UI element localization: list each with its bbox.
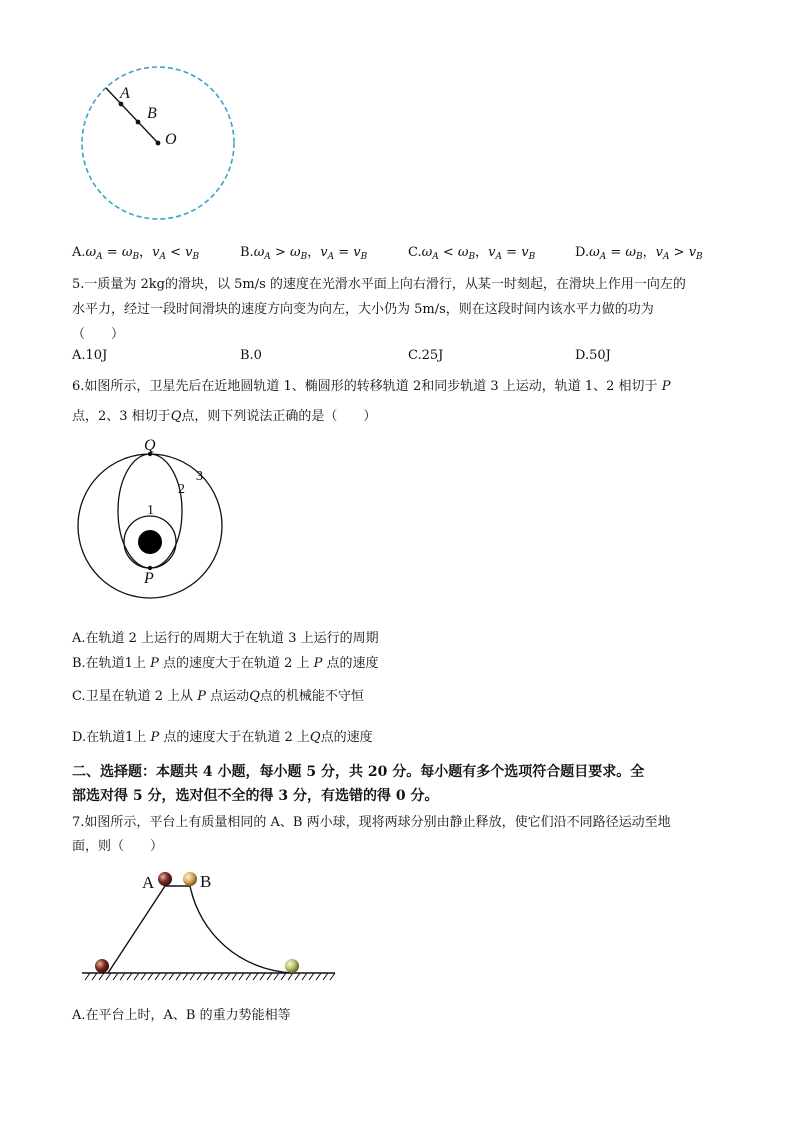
q5-option-a: A.10J	[72, 348, 108, 363]
q6-option-b: B.在轨道1上 P 点的速度大于在轨道 2 上 P 点的速度	[72, 656, 379, 671]
q6-option-c: C.卫星在轨道 2 上从 P 点运动Q点的机械能不守恒	[72, 689, 364, 704]
q6-stem-line1: 6.如图所示，卫星先后在近地圆轨道 1、椭圆形的转移轨道 2和同步轨道 3 上运动，轨道 1、2 相切于 P	[72, 379, 671, 394]
point-o-dot	[156, 141, 161, 146]
figure-satellite-orbits	[70, 437, 240, 590]
label-q: Q	[144, 437, 156, 454]
label-b: B	[147, 105, 157, 122]
q5-stem-line1: 5.一质量为 2kg的滑块，以 5m/s 的速度在光滑水平面上向右滑行，从某一时刻起，在滑块上作用一向左的	[72, 277, 686, 292]
q5-option-c: C.25J	[408, 348, 444, 363]
ball-b-top	[183, 872, 197, 886]
figure-platform-balls	[70, 862, 345, 987]
label-ball-b: B	[200, 872, 212, 891]
q6-stem-line2: 点，2、3 相切于Q点，则下列说法正确的是（ ）	[72, 409, 377, 424]
earth	[138, 530, 162, 554]
ball-a-top	[158, 872, 172, 886]
platform-curve	[190, 886, 292, 973]
point-a-dot	[119, 102, 124, 107]
label-orbit-3: 3	[196, 469, 203, 484]
q4-option-d: $D.\omega_A = \omega_B$，$v_A > v_B$	[575, 245, 703, 262]
q4-option-b: $B.\omega_A > \omega_B$，$v_A = v_B$	[240, 245, 368, 262]
section-2-heading-line1: 二、选择题：本题共 4 小题，每小题 5 分，共 20 分。每小题有多个选项符合题目要求。全	[72, 764, 645, 780]
label-orbit-2: 2	[178, 482, 185, 497]
section-2-heading-line2: 部选对得 5 分，选对但不全的得 3 分，有选错的得 0 分。	[72, 788, 439, 804]
q5-stem-line2: 水平力，经过一段时间滑块的速度方向变为向左，大小仍为 5m/s，则在这段时间内该水平力做的功为	[72, 302, 654, 317]
q5-option-b: B.0	[240, 348, 262, 363]
ball-b-ground	[285, 959, 299, 973]
q4-option-a: $A.\omega_A = \omega_B$，$v_A < v_B$	[72, 245, 200, 262]
ground-hatching	[85, 973, 335, 980]
q7-stem-line2: 面，则（ ）	[72, 839, 164, 854]
label-o: O	[165, 131, 177, 148]
q7-option-a: A.在平台上时，A、B 的重力势能相等	[72, 1008, 291, 1023]
q6-option-d: D.在轨道1上 P 点的速度大于在轨道 2 上Q点的速度	[72, 730, 373, 745]
label-ball-a: A	[142, 873, 155, 892]
q5-option-d: D.50J	[575, 348, 611, 363]
q6-option-a: A.在轨道 2 上运行的周期大于在轨道 3 上运行的周期	[72, 631, 379, 646]
q5-stem-line3: （ ）	[72, 327, 125, 342]
figure-rotating-disk	[70, 60, 250, 230]
q4-option-c: $C.\omega_A < \omega_B$，$v_A = v_B$	[408, 245, 536, 262]
label-a: A	[120, 85, 130, 102]
label-orbit-1: 1	[147, 503, 154, 518]
platform-incline	[108, 886, 190, 973]
q7-stem-line1: 7.如图所示，平台上有质量相同的 A、B 两小球，现将两球分别由静止释放，使它们沿不同路径运动至地	[72, 815, 671, 830]
label-p: P	[144, 570, 154, 587]
point-b-dot	[136, 120, 141, 125]
ball-a-ground	[95, 959, 109, 973]
